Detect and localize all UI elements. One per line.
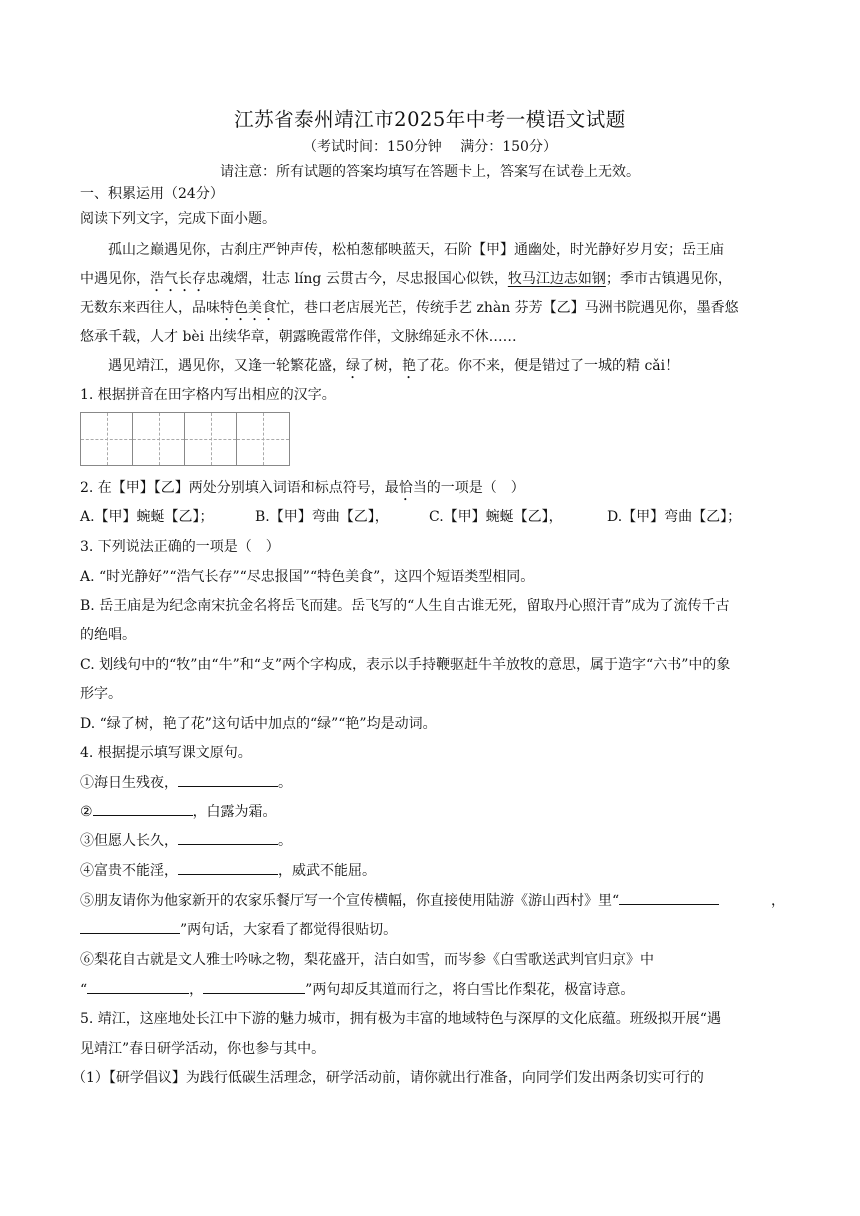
q3-option-c-cont: 形字。 <box>80 686 122 702</box>
answer-blank[interactable] <box>178 860 278 875</box>
answer-blank[interactable] <box>80 919 180 934</box>
q5-sub-1: （1）【研学倡议】为践行低碳生活理念，研学活动前，请你就出行准备，向同学们发出两条切实可行的 <box>72 1070 704 1086</box>
reading-instruction: 阅读下列文字，完成下面小题。 <box>80 211 276 227</box>
q4-item-6: ⑥梨花自古就是文人雅士吟咏之物，梨花盛开，洁白如雪，而岑参《白雪歌送武判官归京》中 <box>80 952 654 968</box>
q4-item-5-cont: ”两句话，大家看了都觉得很贴切。 <box>80 919 785 939</box>
tianzige-cell[interactable] <box>237 413 289 465</box>
q3-option-c[interactable]: C. 划线句中的“牧”由“牛”和“攴”两个字构成，表示以手持鞭驱赶牛羊放牧的意思，属于造字“六书”中的象 <box>80 657 731 673</box>
passage-line-1: 孤山之巅遇见你，古刹庄严钟声传，松柏葱郁映蓝天，石阶【甲】通幽处，时光静好岁月安；岳王庙 <box>108 242 724 258</box>
q4-item-6-cont: “ ， ”两句却反其道而行之，将白雪比作梨花，极富诗意。 <box>80 979 785 999</box>
q3-option-b-cont: 的绝唱。 <box>80 627 136 643</box>
passage-line-2: 中遇见你，浩气长存忠魂熠，壮志 líng 云贯古今，尽忠报国心似铁，牧马江边志如钢；季市古镇遇见你， <box>80 271 732 287</box>
section-heading: 一、积累运用（24分） <box>80 186 224 202</box>
passage-line-3: 无数东来西往人，品味特色美食忙，巷口老店展光芒，传统手艺 zhàn 芬芳【乙】马洲书院遇见你，墨香悠 <box>80 300 739 316</box>
q3-option-a[interactable]: A. “时光静好”“浩气长存”“尽忠报国”“特色美食”，这四个短语类型相同。 <box>80 569 535 585</box>
dotted-char-lv: 绿 <box>346 358 360 374</box>
passage-line-5: 遇见靖江，遇见你，又逢一轮繁花盛，绿了树，艳了花。你不来，便是错过了一城的精 cǎi！ <box>108 358 680 374</box>
dotted-phrase-tese: 特色美食 <box>220 300 276 316</box>
option-a[interactable]: A.【甲】蜿蜒【乙】； <box>80 509 214 525</box>
question-4: 4. 根据提示填写课文原句。 <box>80 745 252 761</box>
q4-item-5: ⑤朋友请你为他家新开的农家乐餐厅写一个宣传横幅，你直接使用陆游《游山西村》里“ ， <box>80 890 785 910</box>
question-5: 5. 靖江，这座地处长江中下游的魅力城市，拥有极为丰富的地域特色与深厚的文化底蕴。班级拟开展“遇 <box>80 1011 721 1027</box>
question-2: 2. 在【甲】【乙】两处分别填入词语和标点符号，最恰当的一项是（ ） <box>80 480 525 496</box>
q4-item-4: ④富贵不能淫， ，威武不能屈。 <box>80 860 785 880</box>
answer-blank[interactable] <box>619 890 719 905</box>
tianzige-cell[interactable] <box>133 413 185 465</box>
q4-item-3: ③但愿人长久， 。 <box>80 830 785 850</box>
q4-item-1: ①海日生残夜， 。 <box>80 772 785 792</box>
option-d[interactable]: D.【甲】弯曲【乙】； <box>607 509 742 525</box>
dotted-char-yan: 艳 <box>402 358 416 374</box>
exam-notice: 请注意：所有试题的答案均填写在答题卡上，答案写在试卷上无效。 <box>220 164 640 180</box>
answer-blank[interactable] <box>178 830 278 845</box>
dotted-phrase-haoqi: 浩气长存 <box>150 271 206 287</box>
question-1: 1. 根据拼音在田字格内写出相应的汉字。 <box>80 387 336 403</box>
question-5-cont: 见靖江”春日研学活动，你也参与其中。 <box>80 1041 326 1057</box>
q4-item-2: ② ，白露为霜。 <box>80 801 785 821</box>
underlined-sentence: 牧马江边志如钢 <box>507 271 606 287</box>
option-b[interactable]: B.【甲】弯曲【乙】， <box>255 509 389 525</box>
option-c[interactable]: C.【甲】蜿蜒【乙】， <box>429 509 563 525</box>
tianzige-cell[interactable] <box>81 413 133 465</box>
passage-line-4: 悠承千载，人才 bèi 出续华章，朝露晚霞常作伴，文脉绵延永不休…… <box>80 329 517 345</box>
q3-option-d[interactable]: D. “绿了树，艳了花”这句话中加点的“绿”“艳”均是动词。 <box>80 716 437 732</box>
answer-blank[interactable] <box>87 979 189 994</box>
tianzige-cell[interactable] <box>185 413 237 465</box>
q3-option-b[interactable]: B. 岳王庙是为纪念南宋抗金名将岳飞而建。岳飞写的“人生自古谁无死，留取丹心照汗青”成为了流传千古 <box>80 598 730 614</box>
answer-blank[interactable] <box>203 979 305 994</box>
question-3: 3. 下列说法正确的一项是（ ） <box>80 539 280 555</box>
answer-blank[interactable] <box>93 801 193 816</box>
tianzige-grid <box>80 412 290 466</box>
exam-info: （考试时间：150分钟 满分：150分） <box>303 139 557 155</box>
page-title: 江苏省泰州靖江市2025年中考一模语文试题 <box>234 108 626 131</box>
answer-blank[interactable] <box>178 772 278 787</box>
